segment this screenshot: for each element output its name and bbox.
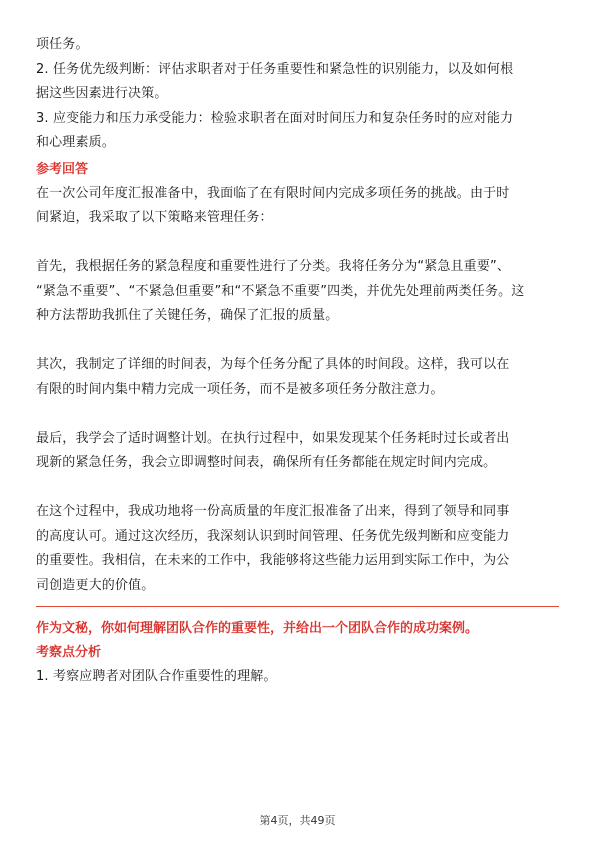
answer-line: 有限的时间内集中精力完成一项任务，而不是被多项任务分散注意力。 <box>36 381 444 397</box>
answer-line: 最后，我学会了适时调整计划。在执行过程中，如果发现某个任务耗时过长或者出 <box>36 430 510 446</box>
page-footer: 第4页，共49页 <box>259 814 336 827</box>
answer-line: 司创造更大的价值。 <box>36 577 155 593</box>
paragraph-gap <box>36 329 559 354</box>
paragraph-gap <box>36 476 559 501</box>
answer-heading: 参考回答 <box>36 161 89 177</box>
intro-section <box>36 33 559 156</box>
text-line: 项任务。 <box>36 37 89 52</box>
question-title: 作为文秘，你如何理解团队合作的重要性，并给出一个团队合作的成功案例。 <box>36 621 479 636</box>
analysis-heading: 考察点分析 <box>36 645 102 660</box>
paragraph-gap <box>36 402 559 427</box>
answer-line: 的重要性。我相信，在未来的工作中，我能够将这些能力运用到实际工作中，为公 <box>36 553 510 568</box>
answer-line: 在一次公司年度汇报准备中，我面临了在有限时间内完成多项任务的挑战。由于时 <box>36 185 510 201</box>
page-content <box>36 33 559 690</box>
section-divider <box>36 606 559 607</box>
answer-line: 其次，我制定了详细的时间表，为每个任务分配了具体的时间段。这样，我可以在 <box>36 357 510 372</box>
analysis-section <box>36 665 559 690</box>
answer-line: 首先，我根据任务的紧急程度和重要性进行了分类。我将任务分为“紧急且重要”、 <box>36 259 511 274</box>
answer-line: 的高度认可。通过这次经历，我深刻认识到时间管理、任务优先级判断和应变能力 <box>36 528 510 544</box>
text-line: 3. 应变能力和压力承受能力：检验求职者在面对时间压力和复杂任务时的应对能力 <box>36 110 514 126</box>
analysis-line: 1. 考察应聘者对团队合作重要性的理解。 <box>36 669 277 684</box>
answer-section <box>36 182 559 599</box>
paragraph-gap <box>36 231 559 256</box>
text-line: 据这些因素进行决策。 <box>36 86 168 101</box>
answer-line: 间紧迫，我采取了以下策略来管理任务： <box>36 210 273 225</box>
answer-line: 现新的紧急任务，我会立即调整时间表，确保所有任务都能在规定时间内完成。 <box>36 455 497 470</box>
text-line: 2. 任务优先级判断：评估求职者对于任务重要性和紧急性的识别能力，以及如何根 <box>36 61 514 77</box>
answer-line: 种方法帮助我抓住了关键任务，确保了汇报的质量。 <box>36 308 339 323</box>
text-line: 和心理素质。 <box>36 135 115 150</box>
answer-line: “紧急不重要”、“不紧急但重要”和“不紧急不重要”四类，并优先处理前两类任务。这 <box>36 283 525 299</box>
answer-line: 在这个过程中，我成功地将一份高质量的年度汇报准备了出来，得到了领导和同事 <box>36 504 510 519</box>
